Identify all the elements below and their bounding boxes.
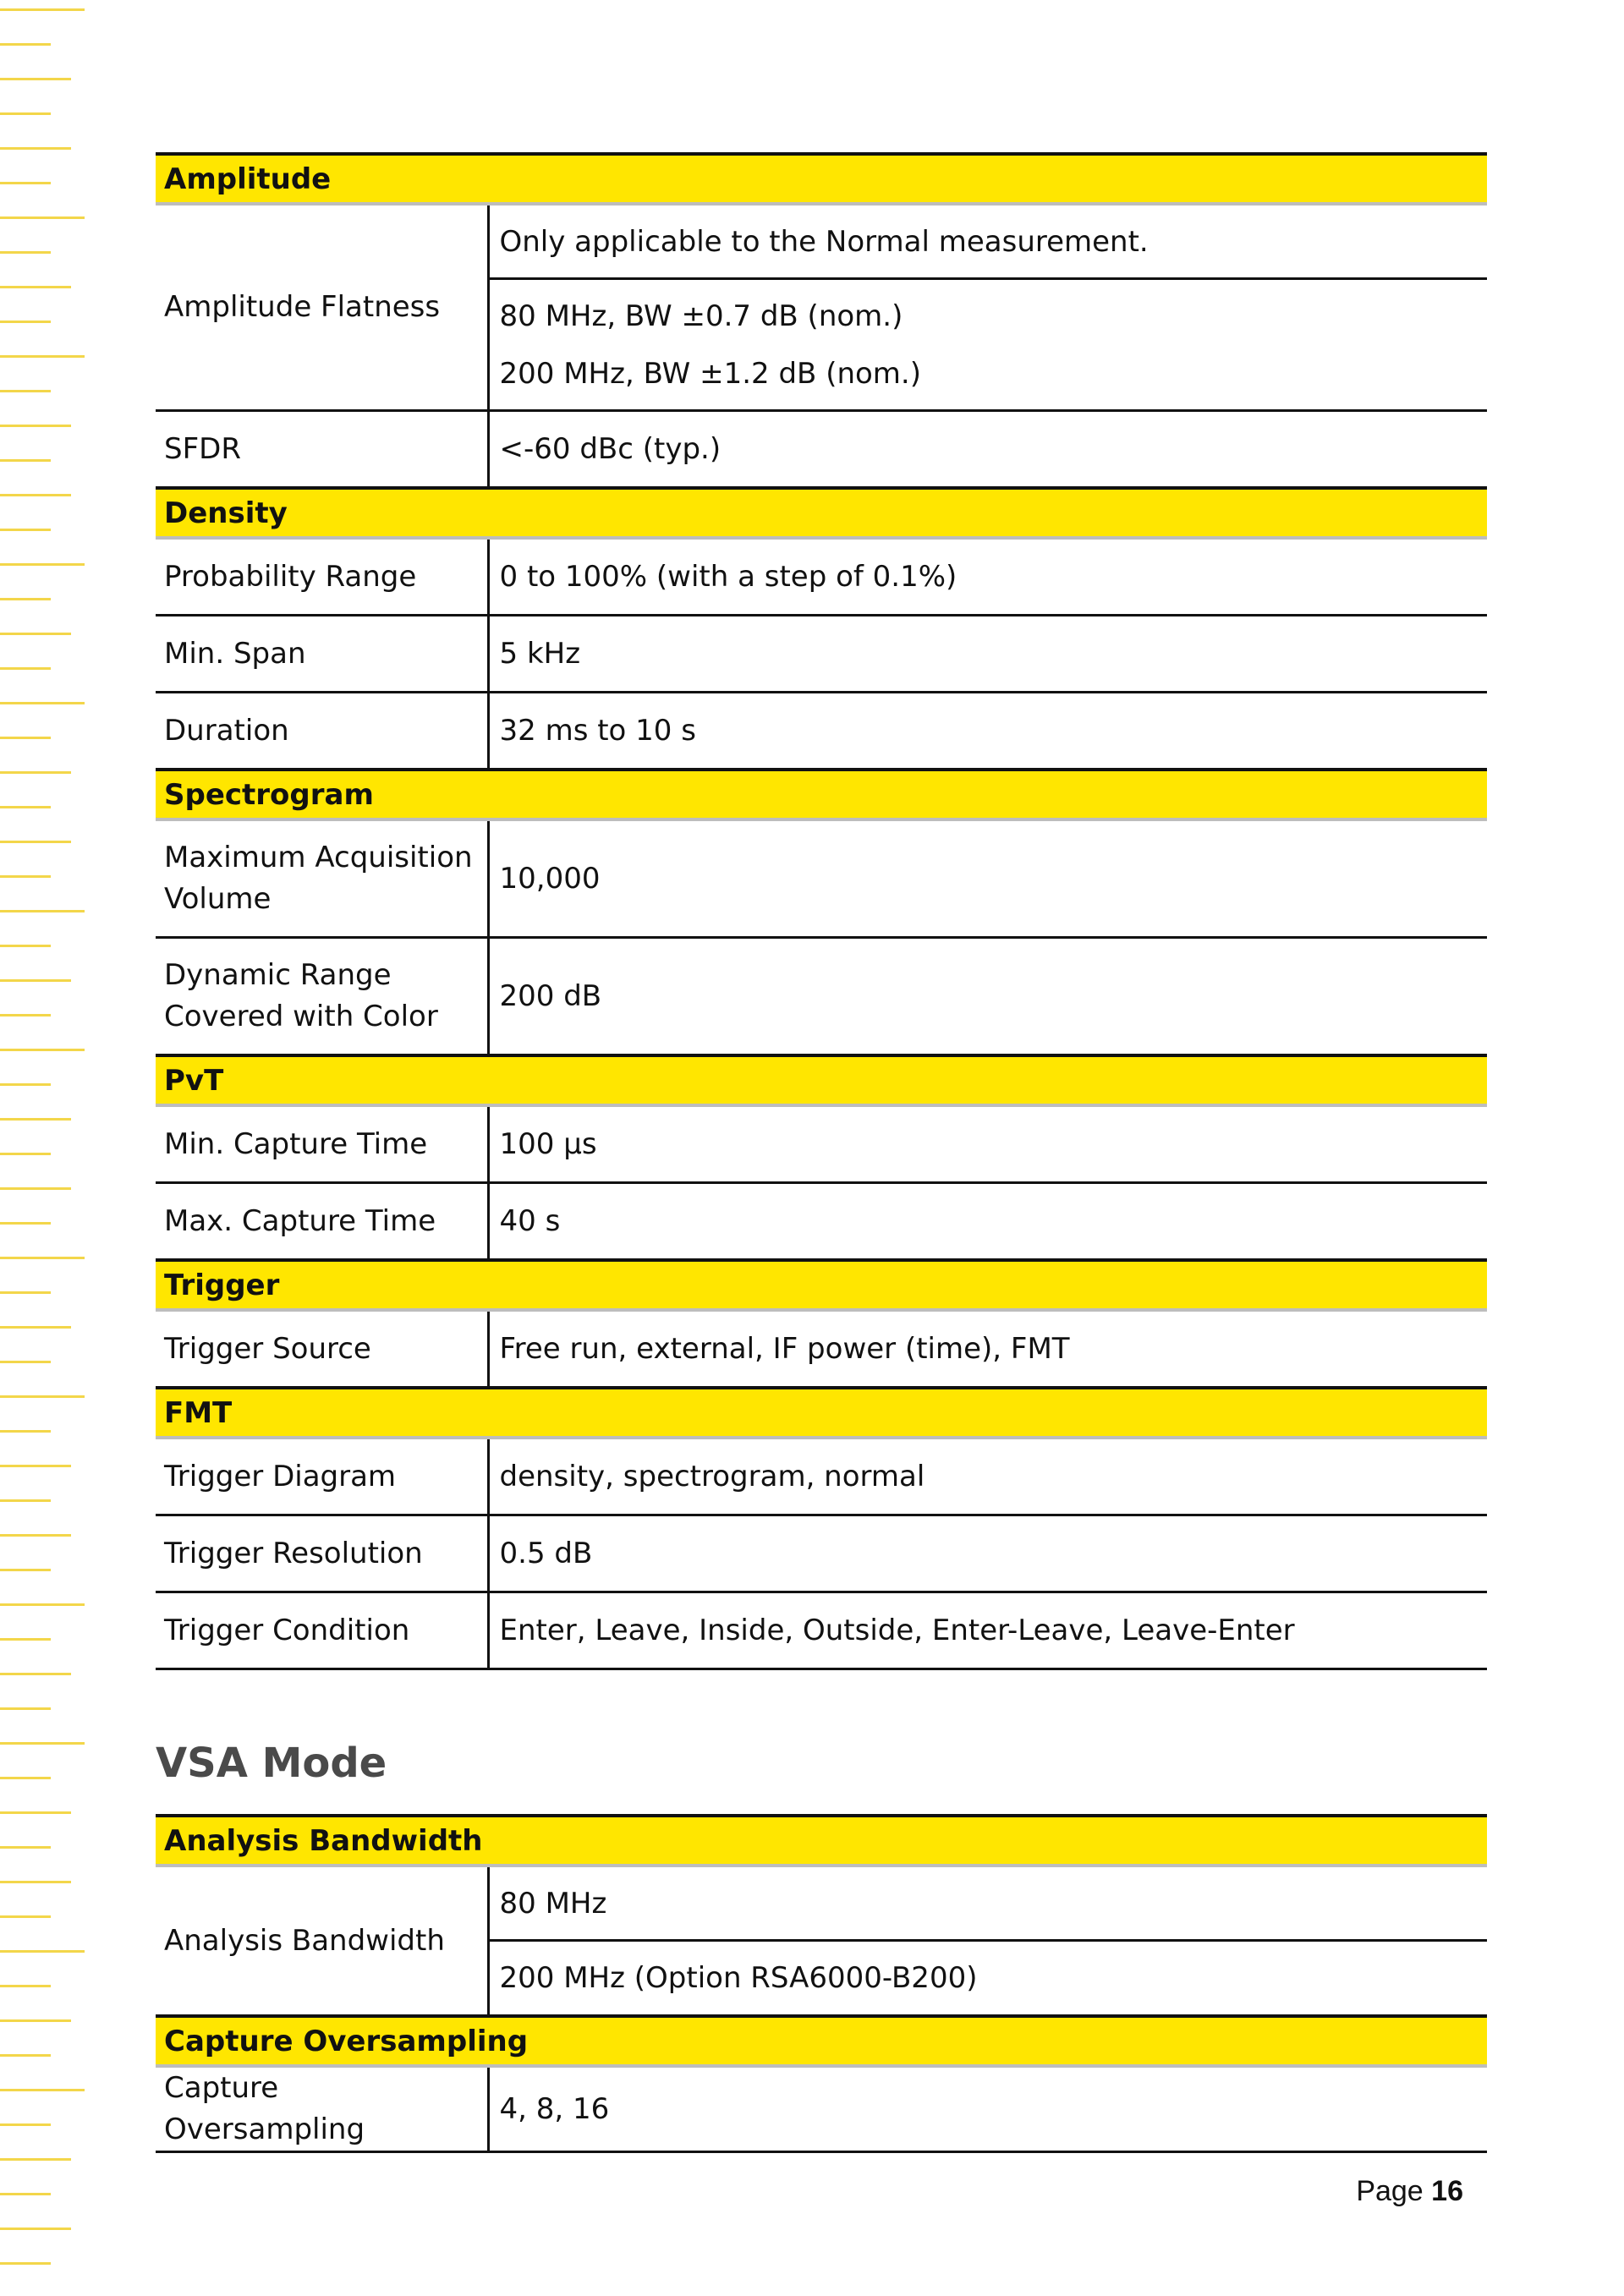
- spec-row-trigger-diagram: [156, 1438, 1487, 1515]
- ruler-tick: [0, 1083, 51, 1086]
- spec-row-trigger-resolution: [156, 1515, 1487, 1592]
- ruler-tick: [0, 286, 71, 288]
- ruler-tick: [0, 1985, 51, 1987]
- ruler-tick: [0, 43, 51, 46]
- spec-label: Duration: [156, 693, 488, 770]
- page-number: [1336, 2175, 1463, 2208]
- ruler-tick: [0, 1153, 51, 1155]
- ruler-tick: [0, 806, 51, 808]
- spec-row-analysis-bandwidth: [156, 1866, 1487, 2016]
- ruler-tick: [0, 1707, 51, 1710]
- ruler-tick: [0, 1014, 51, 1016]
- ruler-tick: [0, 78, 71, 80]
- spec-value-line: 80 MHz: [490, 1867, 1488, 1942]
- ruler-tick: [0, 875, 51, 878]
- ruler-tick: [0, 321, 51, 323]
- ruler-tick: [0, 1430, 51, 1433]
- ruler-tick: [0, 1742, 85, 1745]
- spec-value: 10,000: [488, 819, 1487, 938]
- ruler-tick: [0, 1326, 71, 1329]
- spec-value: [488, 1866, 1487, 2016]
- spec-value-line: 200 MHz (Option RSA6000-B200): [499, 1961, 978, 1995]
- ruler-tick: [0, 1777, 51, 1779]
- ruler-tick: [0, 1395, 85, 1398]
- ruler-tick: [0, 1950, 85, 1953]
- ruler-tick: [0, 8, 85, 11]
- margin-ruler-decoration: [0, 0, 102, 2296]
- ruler-tick: [0, 2193, 51, 2195]
- ruler-tick: [0, 2158, 71, 2161]
- ruler-tick: [0, 1638, 51, 1641]
- spec-row-min-capture-time: [156, 1105, 1487, 1183]
- ruler-tick: [0, 529, 51, 531]
- ruler-tick: [0, 216, 85, 219]
- ruler-tick: [0, 1361, 51, 1363]
- ruler-tick: [0, 2019, 71, 2022]
- page-label: Page: [1356, 2175, 1424, 2207]
- ruler-tick: [0, 1222, 51, 1225]
- ruler-tick: [0, 1291, 51, 1294]
- spec-row-trigger-source: [156, 1310, 1487, 1388]
- spec-label: Trigger Diagram: [156, 1438, 488, 1515]
- spec-table-signal-analysis: [156, 152, 1487, 1670]
- spec-label: Min. Capture Time: [156, 1105, 488, 1183]
- spec-row-probability-range: [156, 538, 1487, 616]
- ruler-tick: [0, 2054, 51, 2057]
- ruler-tick: [0, 702, 85, 704]
- ruler-tick: [0, 1534, 71, 1537]
- spec-value-line: Only applicable to the Normal measurement.: [490, 205, 1488, 280]
- ruler-tick: [0, 459, 51, 462]
- spec-value: density, spectrogram, normal: [488, 1438, 1487, 1515]
- ruler-tick: [0, 1881, 71, 1883]
- ruler-tick: [0, 251, 51, 254]
- ruler-tick: [0, 563, 85, 566]
- ruler-tick: [0, 2089, 85, 2091]
- ruler-tick: [0, 1257, 85, 1259]
- spec-label: Probability Range: [156, 538, 488, 616]
- spec-row-capture-oversampling: [156, 2066, 1487, 2152]
- spec-value: 32 ms to 10 s: [488, 693, 1487, 770]
- ruler-tick: [0, 2262, 51, 2265]
- spec-value: <-60 dBc (typ.): [488, 411, 1487, 489]
- spec-value: 200 dB: [488, 938, 1487, 1056]
- ruler-tick: [0, 771, 71, 774]
- ruler-tick: [0, 1569, 51, 1571]
- spec-row-max-capture-time: [156, 1183, 1487, 1261]
- ruler-tick: [0, 1118, 71, 1121]
- section-header-spectrogram: Spectrogram: [156, 770, 1487, 819]
- ruler-tick: [0, 425, 71, 427]
- spec-table-vsa: [156, 1814, 1487, 2153]
- spec-label: Analysis Bandwidth: [156, 1866, 488, 2016]
- ruler-tick: [0, 841, 71, 843]
- ruler-tick: [0, 945, 51, 947]
- spec-row-amplitude-flatness: [156, 204, 1487, 411]
- spec-label: Capture Oversampling: [156, 2066, 488, 2152]
- spec-row-max-acquisition-volume: [156, 819, 1487, 938]
- ruler-tick: [0, 598, 51, 600]
- section-header-amplitude: Amplitude: [156, 154, 1487, 204]
- section-heading-vsa-mode: VSA Mode: [156, 1740, 387, 1787]
- ruler-tick: [0, 1049, 85, 1051]
- spec-label: Min. Span: [156, 616, 488, 693]
- spec-row-duration: [156, 693, 1487, 770]
- spec-label: Trigger Resolution: [156, 1515, 488, 1592]
- ruler-tick: [0, 494, 71, 496]
- spec-label: Dynamic Range Covered with Color: [156, 938, 488, 1056]
- ruler-tick: [0, 2123, 51, 2126]
- spec-label: Maximum Acquisition Volume: [156, 819, 488, 938]
- spec-label: SFDR: [156, 411, 488, 489]
- spec-value: 40 s: [488, 1183, 1487, 1261]
- spec-value-line: 80 MHz, BW ±0.7 dB (nom.): [499, 299, 903, 333]
- ruler-tick: [0, 1465, 71, 1467]
- ruler-tick: [0, 147, 71, 150]
- section-header-pvt: PvT: [156, 1055, 1487, 1105]
- ruler-tick: [0, 1603, 85, 1606]
- spec-value: Free run, external, IF power (time), FMT: [488, 1310, 1487, 1388]
- spec-value-line: 200 MHz, BW ±1.2 dB (nom.): [499, 356, 921, 391]
- spec-value: [488, 204, 1487, 411]
- ruler-tick: [0, 1811, 71, 1814]
- ruler-tick: [0, 667, 51, 670]
- ruler-tick: [0, 390, 51, 392]
- ruler-tick: [0, 1915, 51, 1918]
- spec-content: [156, 152, 1487, 2153]
- section-header-trigger: Trigger: [156, 1260, 1487, 1310]
- spec-value: 4, 8, 16: [488, 2066, 1487, 2152]
- ruler-tick: [0, 1499, 51, 1502]
- page-number-value: 16: [1431, 2175, 1463, 2207]
- ruler-tick: [0, 910, 85, 912]
- section-header-analysis-bandwidth: Analysis Bandwidth: [156, 1816, 1487, 1866]
- spec-value: Enter, Leave, Inside, Outside, Enter-Leave, Leave-Enter: [488, 1592, 1487, 1669]
- spec-label: Max. Capture Time: [156, 1183, 488, 1261]
- spec-label: Trigger Source: [156, 1310, 488, 1388]
- spec-value: 0 to 100% (with a step of 0.1%): [488, 538, 1487, 616]
- section-header-fmt: FMT: [156, 1388, 1487, 1438]
- spec-label: Trigger Condition: [156, 1592, 488, 1669]
- spec-row-min-span: [156, 616, 1487, 693]
- spec-label: Amplitude Flatness: [156, 204, 488, 411]
- section-header-density: Density: [156, 488, 1487, 538]
- spec-row-trigger-condition: [156, 1592, 1487, 1669]
- ruler-tick: [0, 979, 71, 982]
- ruler-tick: [0, 355, 85, 358]
- section-header-capture-oversampling: Capture Oversampling: [156, 2016, 1487, 2066]
- ruler-tick: [0, 2228, 71, 2230]
- ruler-tick: [0, 1673, 71, 1675]
- ruler-tick: [0, 1187, 71, 1190]
- spec-value: 0.5 dB: [488, 1515, 1487, 1592]
- ruler-tick: [0, 737, 51, 739]
- spec-value: 100 μs: [488, 1105, 1487, 1183]
- ruler-tick: [0, 1846, 51, 1849]
- ruler-tick: [0, 182, 51, 184]
- ruler-tick: [0, 633, 71, 635]
- ruler-tick: [0, 112, 51, 115]
- spec-value: 5 kHz: [488, 616, 1487, 693]
- spec-row-sfdr: [156, 411, 1487, 489]
- spec-row-dynamic-range-color: [156, 938, 1487, 1056]
